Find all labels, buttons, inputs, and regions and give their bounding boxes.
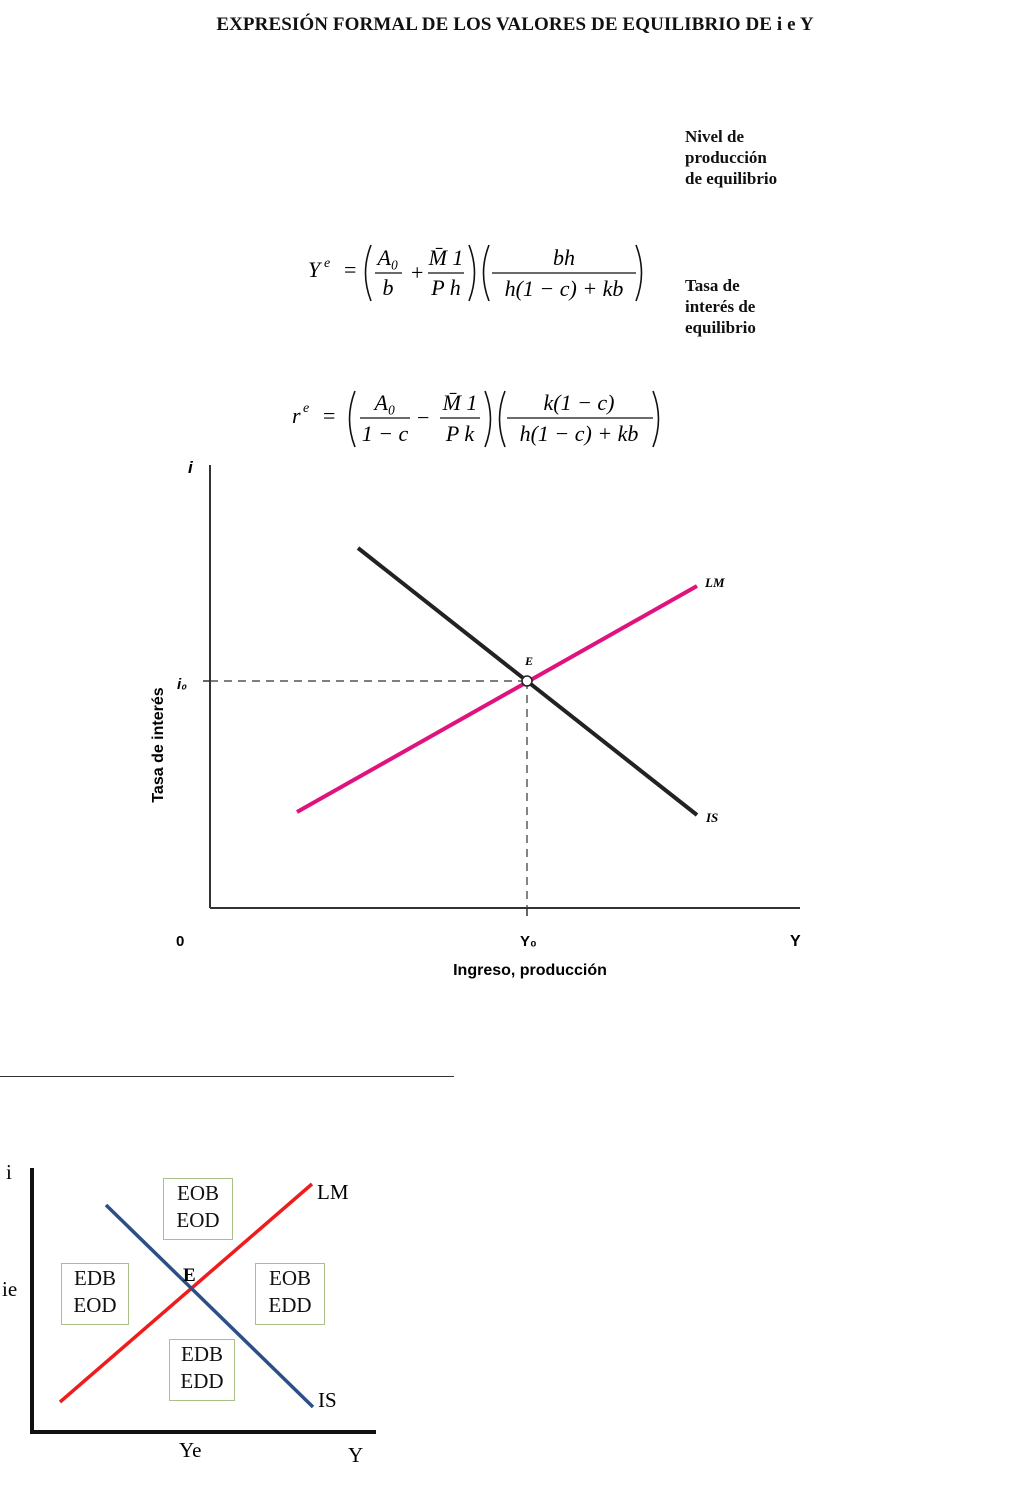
chart1-y-tick-label: i₀ <box>177 676 188 693</box>
eq1-t3-num: bh <box>553 245 575 270</box>
chart1-x-tick-label: Y₀ <box>520 933 537 950</box>
chart1-is-label: IS <box>706 810 719 825</box>
islm-diagram-1 <box>0 440 912 1000</box>
eq1-t3-den: h(1 − c) + kb <box>504 276 624 301</box>
region-left-line1: EDB <box>74 1266 116 1290</box>
eq2-paren-close <box>485 391 491 447</box>
eq1-t1-den: b <box>382 275 394 300</box>
eq1-paren-close <box>469 245 475 301</box>
chart1-origin-label: 0 <box>176 933 185 950</box>
eq1-t2-num: M̄ 1 <box>428 245 464 270</box>
chart2-x-tick-label: Ye <box>179 1438 202 1462</box>
chart2-eq-label: E <box>183 1265 196 1286</box>
chart1-x-symbol: Y <box>790 933 801 950</box>
eq2-paren2-close <box>653 391 659 447</box>
chart1-eq-label: E <box>525 654 534 668</box>
region-right-line1: EOB <box>269 1266 311 1290</box>
chart2-lm-label: LM <box>317 1180 349 1204</box>
eq1-paren-open <box>366 245 372 301</box>
chart1-y-title: Tasa de interés <box>150 687 167 803</box>
eq2-description: Tasa de interés de equilibrio <box>685 276 756 337</box>
region-top-line1: EOB <box>177 1181 219 1205</box>
eq2-t2-num: M̄ 1 <box>442 390 478 415</box>
region-left-line2: EOD <box>73 1293 117 1317</box>
eq2-equals: = <box>323 403 336 428</box>
region-bottom-box <box>169 1339 235 1401</box>
region-right-box <box>255 1263 325 1325</box>
eq1-t1-num: A₀ <box>377 245 399 270</box>
chart1-equilibrium-point <box>522 676 532 686</box>
eq2-t1-num: A₀ <box>374 390 396 415</box>
eq1-paren2-close <box>636 245 642 301</box>
eq1-paren2-open <box>484 245 490 301</box>
eq2-paren2-open <box>500 391 506 447</box>
chart1-lm-curve <box>297 586 697 812</box>
eq2-t3-den: h(1 − c) + kb <box>519 421 639 446</box>
eq1-lhs-sup: e <box>324 256 331 271</box>
region-bottom-line1: EDB <box>181 1342 223 1366</box>
chart2-is-label: IS <box>318 1388 337 1412</box>
eq1-t2-den: P h <box>431 275 461 300</box>
eq2-t1-den: 1 − c <box>361 421 409 446</box>
islm-diagram-2 <box>0 1150 912 1486</box>
section-divider <box>0 1076 454 1077</box>
eq2-lhs-sup: e <box>303 401 310 416</box>
region-top-box <box>163 1178 233 1240</box>
region-bottom-line2: EDD <box>180 1369 224 1393</box>
chart1-lm-label: LM <box>705 575 725 590</box>
eq1-op: + <box>411 260 424 285</box>
region-left-box <box>61 1263 129 1325</box>
eq2-op: − <box>417 405 430 430</box>
eq1-description: Nivel de producción de equilibrio <box>685 127 778 188</box>
equation-interest <box>292 390 659 447</box>
chart2-x-symbol: Y <box>348 1443 364 1467</box>
eq1-equals: = <box>344 257 357 282</box>
eq2-t3-num: k(1 − c) <box>543 390 615 415</box>
eq2-t2-den: P k <box>445 421 475 446</box>
eq1-lhs: Y <box>308 257 321 282</box>
page-title: EXPRESIÓN FORMAL DE LOS VALORES DE EQUILIBRIO DE i e Y <box>216 14 814 35</box>
region-top-line2: EOD <box>176 1208 220 1232</box>
chart2-y-symbol: i <box>6 1160 12 1184</box>
chart1-y-symbol: i <box>188 458 193 477</box>
chart1-x-title: Ingreso, producción <box>453 962 607 979</box>
equation-output <box>308 245 642 301</box>
eq2-paren-open <box>350 391 356 447</box>
eq2-lhs: r <box>292 403 301 428</box>
region-right-line2: EDD <box>268 1293 312 1317</box>
chart2-y-tick-label: ie <box>2 1277 18 1301</box>
